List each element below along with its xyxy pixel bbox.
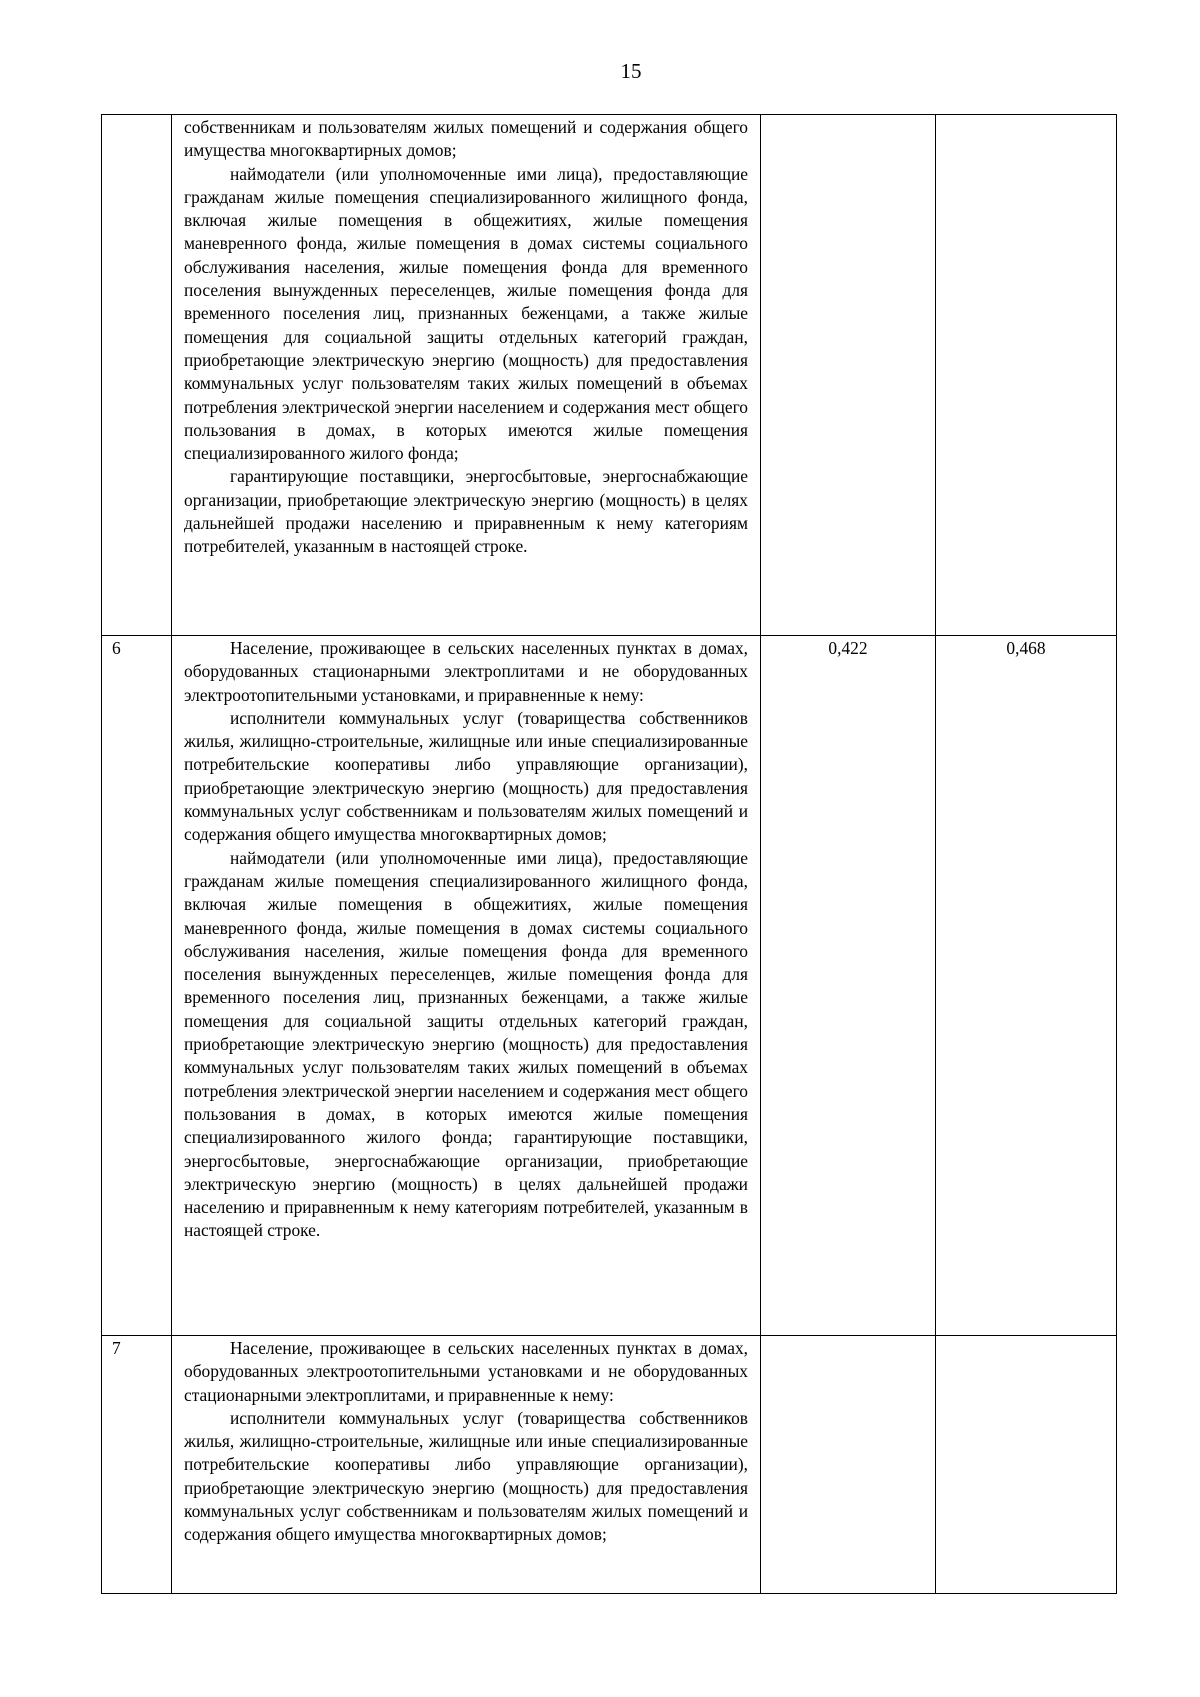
tariff-table	[101, 114, 1117, 1594]
paragraph: Население, проживающее в сельских населенных пунктах в домах, оборудованных стационарными электроплитами и не оборудованных электроотопительными установками, и приравненные к нему:	[184, 638, 748, 705]
row-number-cell: 6	[102, 636, 172, 1336]
table-row	[102, 1336, 1117, 1594]
table-row	[102, 636, 1117, 1336]
paragraph: наймодатели (или уполномоченные ими лица), предоставляющие гражданам жилые помещения специализированного жилищного фонда, включая жилые помещения в общежитиях, жилые помещения маневренного фонда, жилые помещения в домах системы социального обслуживания населения, жилые помещения фонда для временного поселения вынужденных переселенцев, жилые помещения фонда для временного поселения лиц, признанных беженцами, а также жилые помещения для социальной защиты отдельных категорий граждан, приобретающие электрическую энергию (мощность) для предоставления коммунальных услуг пользователям таких жилых помещений в объемах потребления электрической энергии населением и содержания мест общего пользования в домах, в которых имеются жилые помещения специализированного жилого фонда;	[184, 163, 748, 464]
page-number: 15	[620, 59, 642, 83]
paragraph: собственникам и пользователям жилых помещений и содержания общего имущества многоквартирных домов;	[184, 117, 748, 161]
paragraph: исполнители коммунальных услуг (товарищества собственников жилья, жилищно-строительные, жилищные или иные специализированные потребительские кооперативы либо управляющие организации), приобретающие электрическую энергию (мощность) для предоставления коммунальных услуг собственникам и пользователям жилых помещений и содержания общего имущества многоквартирных домов;	[184, 1407, 748, 1545]
description-cell	[172, 636, 761, 1336]
paragraph: исполнители коммунальных услуг (товарищества собственников жилья, жилищно-строительные, жилищные или иные специализированные потребительские кооперативы либо управляющие организации), приобретающие электрическую энергию (мощность) для предоставления коммунальных услуг собственникам и пользователям жилых помещений и содержания общего имущества многоквартирных домов;	[184, 707, 748, 845]
paragraph: наймодатели (или уполномоченные ими лица), предоставляющие гражданам жилые помещения специализированного жилищного фонда, включая жилые помещения в общежитиях, жилые помещения маневренного фонда, жилые помещения в домах системы социального обслуживания населения, жилые помещения фонда для временного поселения вынужденных переселенцев, жилые помещения фонда для временного поселения лиц, признанных беженцами, а также жилые помещения для социальной защиты отдельных категорий граждан, приобретающие электрическую энергию (мощность) для предоставления коммунальных услуг пользователям таких жилых помещений в объемах потребления электрической энергии населением и содержания мест общего пользования в домах, в которых имеются жилые помещения специализированного жилого фонда; гарантирующие поставщики, энергосбытовые, энергоснабжающие организации, приобретающие электрическую энергию (мощность) в целях дальнейшей продажи населению и приравненным к нему категориям потребителей, указанным в настоящей строке.	[184, 847, 748, 1241]
table-row	[102, 115, 1117, 636]
paragraph: Население, проживающее в сельских населенных пунктах в домах, оборудованных электроотопительными установками и не оборудованных стационарными электроплитами, и приравненные к нему:	[184, 1338, 748, 1405]
value-cell-2: 0,468	[936, 636, 1117, 1336]
paragraph: гарантирующие поставщики, энергосбытовые, энергоснабжающие организации, приобретающие электрическую энергию (мощность) в целях дальнейшей продажи населению и приравненным к нему категориям потребителей, указанным в настоящей строке.	[184, 466, 748, 557]
row-number-cell	[102, 115, 172, 636]
value-cell-1	[761, 115, 936, 636]
value-cell-1: 0,422	[761, 636, 936, 1336]
row-number-cell: 7	[102, 1336, 172, 1594]
value-cell-2	[936, 115, 1117, 636]
value-cell-1	[761, 1336, 936, 1594]
description-cell	[172, 1336, 761, 1594]
description-cell	[172, 115, 761, 636]
value-cell-2	[936, 1336, 1117, 1594]
